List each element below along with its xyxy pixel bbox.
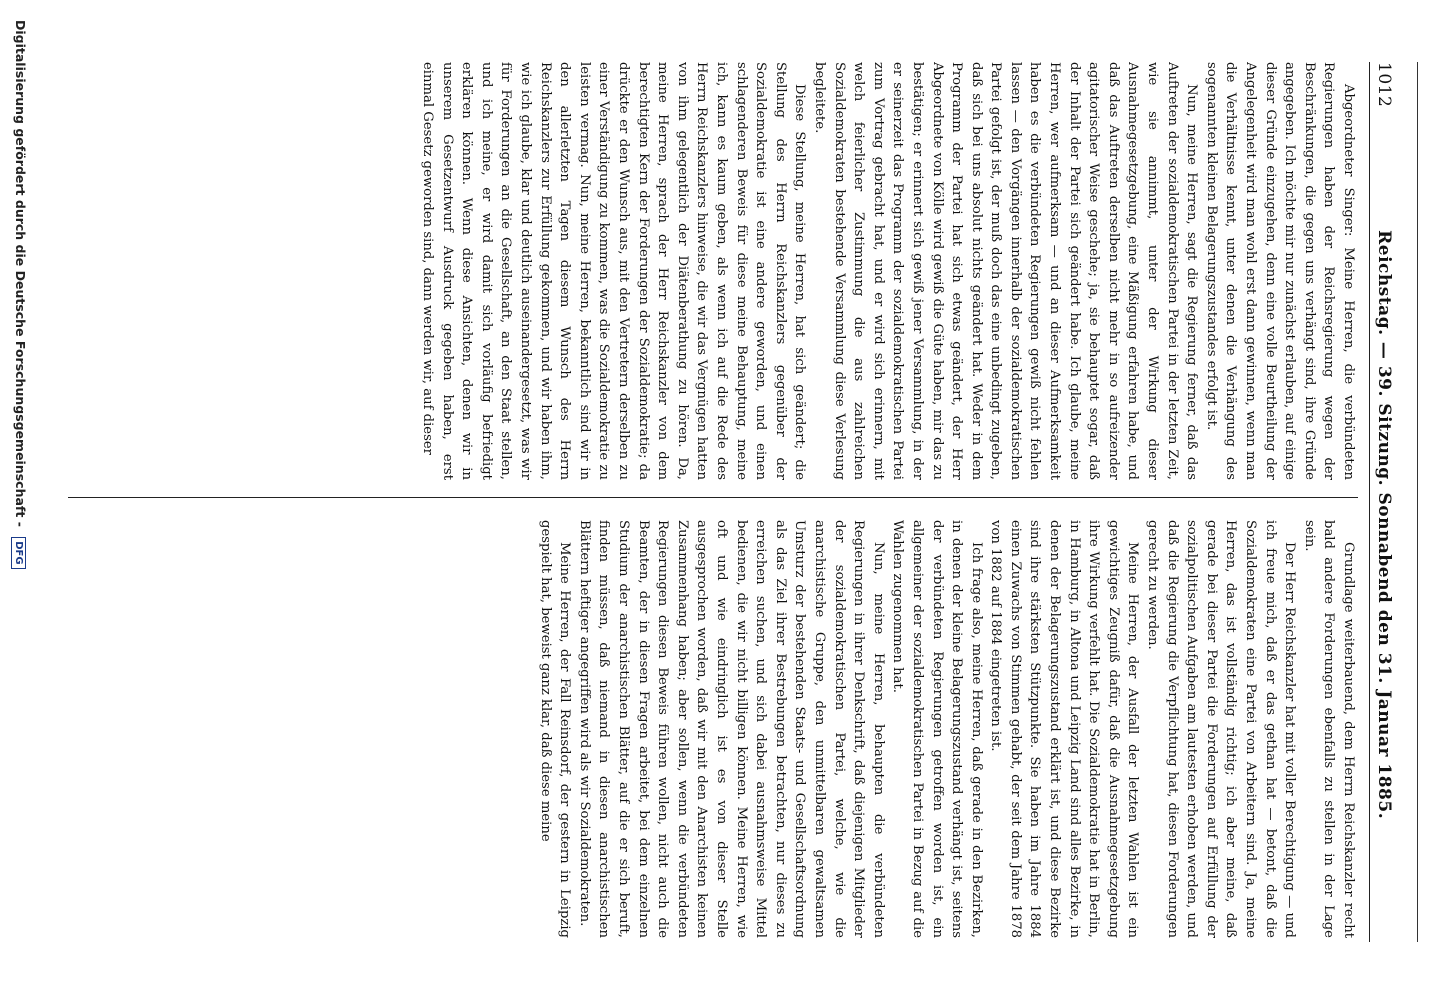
text-column-left [68,62,1358,480]
top-rule [1417,62,1418,942]
dfg-logo: DFG [11,537,26,568]
paragraph: Meine Herren, der Ausfall der letzten Wahlen ist ein gewichtiges Zeugniß dafür, daß die Ausnahmegesetzgebung ihre Wirkung verfehlt hat. Die Sozialdemokratie hat in Berlin, in Hamburg, in Altona und Leipzig Land sind alles Bezirke, in denen der Belagerungszustand erklärt ist, und diese Bezirke sind ihre stärksten Stützpunkte. Sie haben im Jahre 1884 einen Zuwachs von Stimmen gehabt, der seit dem Jahre 1878 von 1882 auf 1884 eingetreten ist. [988,520,1141,938]
column-divider [68,497,1358,498]
paragraph: Ich frage also, meine Herren, daß gerade in den Bezirken, in denen der kleine Belagerungszustand verhängt ist, seitens der verbündeten Regierungen getroffen worden ist, ein allgemeiner der sozialdemokratischen Partei in Bezug auf die Wahlen zugenommen hat. [890,520,984,938]
paragraph: Der Herr Reichskanzler hat mit voller Berechtigung — und ich freue mich, daß er das gethan hat — betont, daß die Sozialdemokraten eine Partei von Arbeitern sind. Ja, meine Herren, das ist vollständig richtig; ich aber meine, daß gerade bei dieser Partei die Forderungen auf Erfüllung der sozialpolitischen Aufgaben am lautesten erhoben werden, und daß die Regierung die Verpflichtung hat, diesen Forderungen gerecht zu werden. [1145,520,1298,938]
header-page-number-left: 1012 [1374,62,1394,108]
text-column-right [68,520,1358,938]
credit-text: Digitalisierung gefördert durch die Deutsche Forschungsgemeinschaft - [13,20,28,527]
page-header [1369,62,1404,942]
paragraph: Grundlage weiterbauend, dem Herrn Reichskanzler recht bald andere Forderungen ebenfalls zu stellen in der Lage sein. [1301,520,1356,938]
paragraph: Nun, meine Herren, sagt die Regierung ferner, daß das Auftreten der sozialdemokratischen Partei in der letzten Zeit, wie sie annimmt, unter der Wirkung dieser Ausnahmegesetzgebung, eine Mäßigung erfahren habe, und daß das Auftreten derselben nicht mehr in so aufreizender agitatorischer Weise geschehe; ja, sie behauptet sogar, daß der Inhalt der Partei sich geändert habe. Ich glaube, meine Herren, wer aufmerksam — und an dieser Aufmerksamkeit haben es die verbündeten Regierungen gewiß nicht fehlen lassen — den Vorgängen innerhalb der sozialdemokratischen Partei gefolgt ist, der muß doch das eine unbedingt zugeben, daß sich bei uns absolut nichts geändert hat. Weder in dem Programm der Partei hat sich etwas geändert, der Herr Abgeordnete von Kölle wird gewiß die Güte haben, mir das zu bestätigen; er erinnert sich gewiß jener Versammlung, in der er seinerzeit das Programm der sozialdemokratischen Partei zum Vortrag gebracht hat, und er wird sich erinnern, mit welch feierlicher Zustimmung die aus zahlreichen Sozialdemokraten bestehende Versammlung diese Verlesung begleitete. [811,62,1200,480]
digitization-credit [11,20,28,980]
paragraph: Abgeordneter Singer: Meine Herren, die verbündeten Regierungen haben der Reichsregierung wegen der Beschränkungen, die gegen uns verhängt sind, ihre Gründe angegeben. Ich möchte mir nur zunächst erlauben, auf einige dieser Gründe einzugehen, denn eine volle Beurtheilung der Angelegenheit wird man wohl erst dann gewinnen, wenn man die Verhältnisse kennt, unter denen die Verhängung des sogenannten kleinen Belagerungszustandes erfolgt ist. [1203,62,1356,480]
header-title: Reichstag. — 39. Sitzung. Sonnabend den 31. Januar 1885. [1374,230,1394,820]
paragraph: Diese Stellung, meine Herren, hat sich geändert; die Stellung des Herrn Reichskanzlers gegenüber der Sozialdemokratie ist eine andere geworden, und einen schlagenderen Beweis für diese meine Behauptung, meine ich, kann es kaum geben, als wenn ich auf die Rede des Herrn Reichskanzlers hinweise, die wir das Vergnügen hatten von ihm gelegentlich der Diätenberathung zu hören. Da, meine Herren, sprach der Herr Reichskanzler von dem berechtigten Kern der Forderungen der Sozialdemokratie; da drückte er den Wunsch aus, mit den Vertretern derselben zu einer Verständigung zu kommen, was die Sozialdemokratie zu leisten vermag. Nun, meine Herren, bekanntlich sind wir in den allerletzten Tagen diesem Wunsch des Herrn Reichskanzlers zur Erfüllung gekommen, und wir haben ihm, wie ich glaube, klar und deutlich auseinandergesetzt, was wir für Forderungen an die Gesellschaft, an den Staat stellen, und ich meine, er wird damit sich vorläufig befriedigt erklären können. Wenn diese Ansichten, denen wir in unserem Gesetzentwurf Ausdruck gegeben haben, erst einmal Gesetz geworden sind, dann werden wir, auf dieser [420,62,808,480]
paragraph: Meine Herren, der Fall Reinsdorf, der gestern in Leipzig gespielt hat, beweist ganz klar, daß diese meine [537,520,573,938]
paragraph: Nun, meine Herren, behaupten die verbündeten Regierungen in ihrer Denkschrift, daß diejenigen Mitglieder der sozialdemokratischen Partei, welche, wie die anarchistische Gruppe, den unmittelbaren gewaltsamen Umsturz der bestehenden Staats- und Gesellschaftsordnung als das Ziel ihrer Bestrebungen betrachten, nur dieses zu erreichen suchen, und sich dabei ausnahmsweise Mittel bedienen, die wir nicht billigen können. Meine Herren, wie oft und wie eindringlich ist es von dieser Stelle ausgesprochen worden, daß wir mit den Anarchisten keinen Zusammenhang haben; aber sollen, wenn die verbündeten Regierungen diesen Beweis führen wollen, nicht auch die Beamten, der in diesen Fragen arbeitet, bei dem einzelnen Studium der anarchistischen Blätter, auf die er sich beruft, finden müssen, daß niemand in diesen anarchistischen Blättern heftiger angegriffen wird als wir Sozialdemokraten. [576,520,886,938]
